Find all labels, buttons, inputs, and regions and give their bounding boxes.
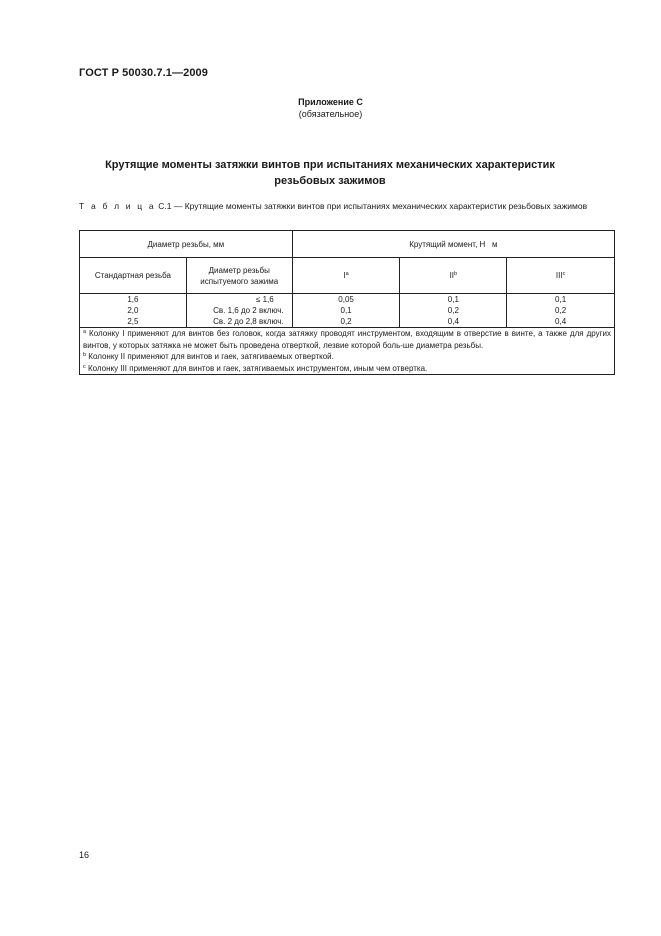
header-col-2-label: II	[449, 271, 455, 280]
table-notes-row	[80, 328, 615, 375]
col-2-value: 0,2	[447, 306, 459, 315]
table-caption-number: С.1	[158, 201, 172, 211]
col-2-value: 0,4	[447, 317, 459, 326]
header-torque: Крутящий момент, Н м	[292, 231, 614, 258]
table-caption	[79, 201, 615, 212]
col-3-value: 0,2	[555, 306, 567, 315]
col-3-value: 0,4	[555, 317, 567, 326]
table-subheader-row	[80, 258, 615, 294]
footnote-text: Колонку I применяют для винтов без головок, когда затяжку проводят инструментом, входящим в отверстие в винте, а также для других винтов, у которых затяжка не может быть проведена отверткой, лезвие которой боль-ше диаметра резьбы.	[83, 329, 611, 350]
tested-value: Св. 1,6 до 2 включ.	[213, 306, 284, 315]
torque-table	[79, 230, 615, 375]
header-col-3-mark: c	[562, 271, 566, 277]
col-3-value: 0,1	[555, 295, 567, 304]
col-2-value: 0,1	[447, 295, 459, 304]
table-caption-prefix: Т а б л и ц а	[79, 201, 156, 211]
appendix-status: (обязательное)	[298, 109, 363, 119]
table-caption-text: — Крутящие моменты затяжки винтов при испытаниях механических характеристик резьбовых зажимов	[171, 201, 588, 211]
col-1-value: 0,05	[338, 295, 354, 304]
cell-standard-thread	[80, 294, 187, 328]
cell-col-2	[400, 294, 507, 328]
header-tested-diameter	[186, 258, 292, 294]
footnote-mark: c	[83, 363, 86, 370]
footnote-c	[83, 363, 611, 375]
header-col-2-mark: b	[454, 271, 458, 277]
footnote-b	[83, 351, 611, 363]
header-standard-thread: Стандартная резьба	[80, 258, 187, 294]
footnote-a	[83, 328, 611, 351]
section-title	[95, 157, 565, 189]
cell-tested-diameter	[186, 294, 292, 328]
table-header-row	[80, 231, 615, 258]
footnote-text: Колонку II применяют для винтов и гаек, затягиваемых отверткой.	[86, 352, 334, 361]
standard-value: 2,5	[127, 317, 139, 326]
cell-col-1	[292, 294, 400, 328]
page-number: 16	[79, 850, 90, 860]
section-title-line1: Крутящие моменты затяжки винтов при испытаниях механических характеристик	[105, 159, 555, 171]
appendix-heading	[0, 97, 661, 119]
table-data-row	[80, 294, 615, 328]
header-tested-line2: испытуемого зажима	[200, 276, 279, 286]
header-col-3-label: III	[555, 271, 563, 280]
section-title-line2: резьбовых зажимов	[274, 175, 386, 187]
footnote-mark: b	[83, 352, 87, 358]
standard-value: 1,6	[127, 295, 139, 304]
header-col-3	[507, 258, 615, 294]
header-col-2	[400, 258, 507, 294]
cell-col-3	[507, 294, 615, 328]
col-1-value: 0,1	[340, 306, 352, 315]
standard-value: 2,0	[127, 306, 139, 315]
tested-value: Св. 2 до 2,8 включ.	[213, 317, 284, 326]
document-code: ГОСТ Р 50030.7.1—2009	[79, 67, 208, 79]
header-col-1-label: I	[343, 271, 346, 280]
header-col-1	[292, 258, 400, 294]
header-col-1-mark: а	[345, 271, 349, 277]
footnote-mark: a	[83, 329, 87, 335]
appendix-title: Приложение С	[298, 97, 363, 107]
table-notes	[80, 328, 615, 375]
footnote-text: Колонку III применяют для винтов и гаек, затягиваемых инструментом, иным чем отвертка.	[85, 363, 428, 373]
col-1-value: 0,2	[340, 317, 352, 326]
header-diameter: Диаметр резьбы, мм	[80, 231, 293, 258]
header-tested-line1: Диаметр резьбы	[208, 265, 270, 275]
tested-value: ≤ 1,6	[255, 295, 274, 304]
